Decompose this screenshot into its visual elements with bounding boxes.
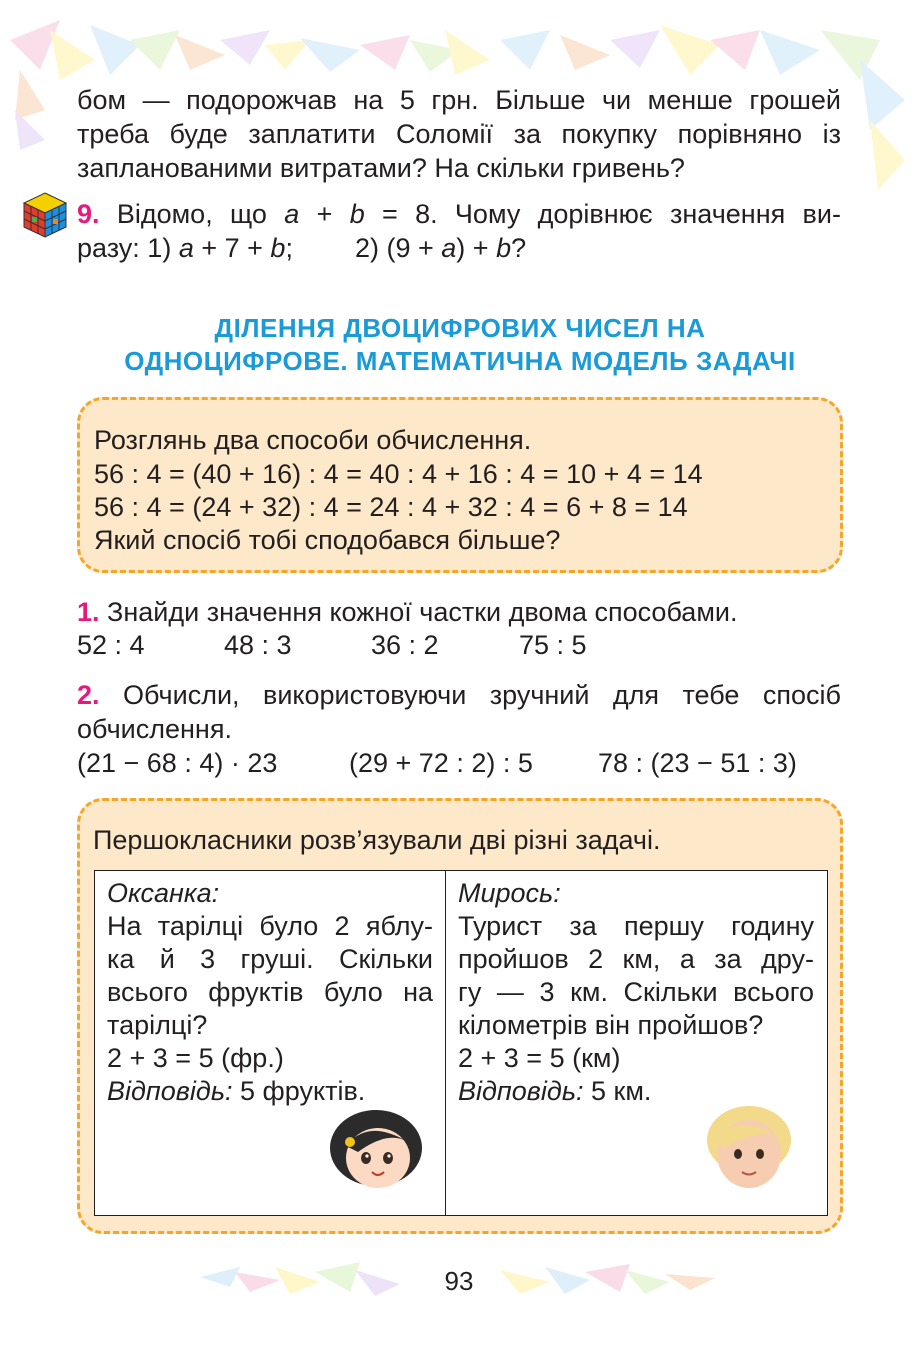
task-2-line-1: 2. Обчисли, використовуючи зручний для тебе спосіб: [77, 680, 841, 710]
right-cell-line-1: Турист за першу годину: [458, 911, 814, 941]
intro-line-3: запланованими витратами? На скільки гривень?: [77, 153, 685, 183]
left-cell: [107, 877, 433, 1108]
intro-line-1: бом — подорожчав на 5 грн. Більше чи менше грошей: [77, 85, 841, 115]
task-2-expr-3: 78 : (23 − 51 : 3): [598, 748, 797, 778]
left-cell-line-2: ка й 3 груші. Скільки: [107, 944, 433, 974]
left-cell-line-1: На тарілці було 2 яблу-: [107, 911, 433, 941]
right-cell-line-3: гу — 3 км. Скільки всього: [458, 977, 814, 1007]
task-1-number: 1.: [77, 597, 100, 627]
box2-intro: Першокласники розв’язували дві різні задачі.: [93, 825, 661, 855]
box1-line-4: Який спосіб тобі сподобався більше?: [94, 525, 561, 555]
task-1-expr-2: 48 : 3: [224, 630, 292, 660]
right-cell-answer: Відповідь: 5 км.: [458, 1076, 652, 1106]
right-cell-line-4: кілометрів він пройшов?: [458, 1010, 764, 1040]
box1-line-3: 56 : 4 = (24 + 32) : 4 = 24 : 4 + 32 : 4 = 6 + 8 = 14: [94, 492, 688, 522]
left-cell-answer: Відповідь: 5 фруктів.: [107, 1076, 366, 1106]
task-2-number: 2.: [77, 680, 100, 710]
left-cell-name: Оксанка:: [107, 878, 220, 908]
task-1-expr-3: 36 : 2: [371, 630, 439, 660]
section-title-line-1: ДІЛЕННЯ ДВОЦИФРОВИХ ЧИСЕЛ НА: [214, 313, 706, 343]
task-2-expr-2: (29 + 72 : 2) : 5: [349, 748, 533, 778]
right-cell-solution: 2 + 3 = 5 (км): [458, 1043, 621, 1073]
task-2-line-2: обчислення.: [77, 714, 232, 744]
right-cell-line-2: пройшов 2 км, а за дру-: [458, 944, 814, 974]
task-2-expr-1: (21 − 68 : 4) · 23: [77, 748, 278, 778]
task-1-line: 1. Знайди значення кожної частки двома способами.: [77, 597, 738, 627]
section-title-line-2: ОДНОЦИФРОВЕ. МАТЕМАТИЧНА МОДЕЛЬ ЗАДАЧІ: [124, 346, 796, 376]
page-number: 93: [444, 1266, 474, 1296]
right-cell-name: Мирось:: [458, 878, 561, 908]
table-divider: [445, 871, 446, 1215]
left-cell-line-4: тарілці?: [107, 1010, 208, 1040]
task-9-number: 9.: [77, 199, 100, 229]
intro-line-2: треба буде заплатити Соломії за покупку порівняно із: [77, 119, 841, 149]
task-1-expr-4: 75 : 5: [519, 630, 587, 660]
girl-face-icon: [328, 1108, 424, 1192]
rubiks-cube-icon: [22, 191, 68, 239]
box1-line-2: 56 : 4 = (40 + 16) : 4 = 40 : 4 + 16 : 4 = 10 + 4 = 14: [94, 459, 703, 489]
box1-line-1: Розглянь два способи обчислення.: [94, 425, 532, 455]
task-1-expr-1: 52 : 4: [77, 630, 145, 660]
boy-face-icon: [704, 1102, 794, 1192]
left-cell-line-3: всього фруктів було на: [107, 977, 433, 1007]
right-cell: [458, 877, 814, 1108]
method-comparison-box: [77, 397, 843, 573]
left-cell-solution: 2 + 3 = 5 (фр.): [107, 1043, 284, 1073]
task-9-line-2: разу: 1) a + 7 + b; 2) (9 + a) + b?: [77, 233, 527, 263]
section-title: [70, 312, 850, 378]
task-9-line-1: 9. Відомо, що a + b = 8. Чому дорівнює значення ви-: [77, 199, 841, 229]
